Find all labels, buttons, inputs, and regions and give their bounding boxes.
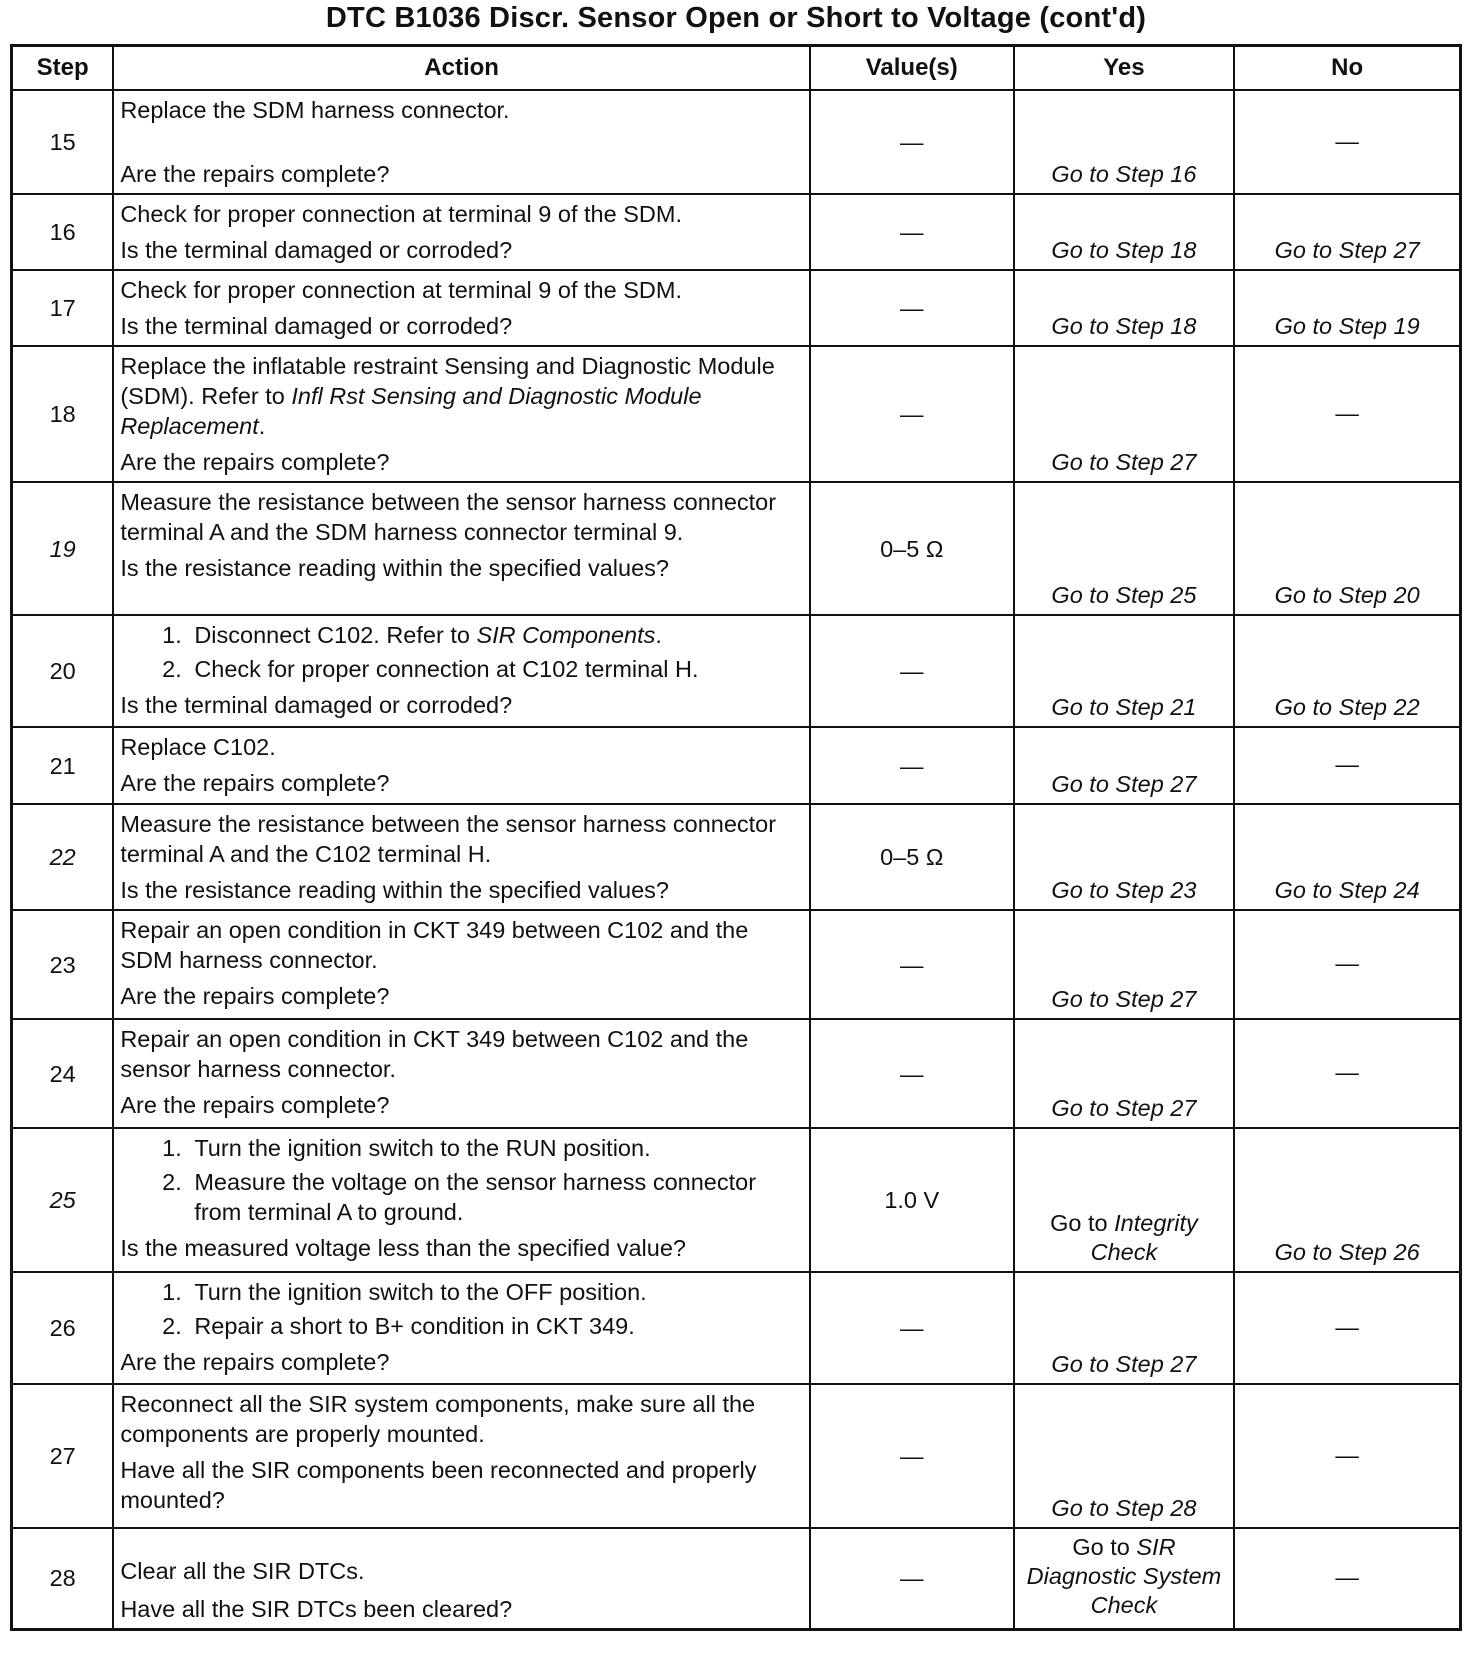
yes-cell: Go to Step 27 [1014, 727, 1235, 804]
action-question: Are the repairs complete? [120, 1092, 390, 1118]
yes-cell: Go to Step 18 [1014, 194, 1235, 270]
step-number: 26 [12, 1272, 114, 1384]
no-cell: — [1234, 1384, 1460, 1528]
action-text-prefix: Replace the inflatable restraint Sensing and Diagnostic Module (SDM). Refer to [120, 353, 775, 409]
action-question: Is the terminal damaged or corroded? [120, 313, 513, 339]
action-cell [113, 1528, 810, 1629]
table-row [12, 804, 1461, 910]
table-row [12, 727, 1461, 804]
list-item: 2. Repair a short to B+ condition in CKT 349. [188, 1311, 803, 1341]
yes-cell: Go to Step 18 [1014, 270, 1235, 346]
yes-cell: Go to Step 27 [1014, 1019, 1235, 1128]
step-number: 23 [12, 910, 114, 1019]
yes-prefix: Go to [1072, 1534, 1137, 1561]
value-cell: — [810, 615, 1014, 727]
yes-cell [1014, 1128, 1235, 1272]
table-row [12, 346, 1461, 482]
yes-cell [1014, 1528, 1235, 1629]
action-question: Is the terminal damaged or corroded? [120, 237, 513, 263]
action-text: Measure the resistance between the sensor harness connector terminal A and the C102 terminal H. [120, 811, 777, 867]
yes-cell: Go to Step 21 [1014, 615, 1235, 727]
no-cell: — [1234, 1272, 1460, 1384]
table-row [12, 194, 1461, 270]
no-cell: — [1234, 727, 1460, 804]
no-cell: Go to Step 24 [1234, 804, 1460, 910]
no-cell: — [1234, 1019, 1460, 1128]
action-steps-list [120, 1277, 803, 1341]
no-cell: Go to Step 27 [1234, 194, 1460, 270]
action-text: Check for proper connection at terminal 9 of the SDM. [120, 201, 682, 227]
value-cell: — [810, 90, 1014, 194]
yes-cell: Go to Step 28 [1014, 1384, 1235, 1528]
value-cell: 0–5 Ω [810, 804, 1014, 910]
value-cell: — [810, 1384, 1014, 1528]
value-cell: — [810, 910, 1014, 1019]
action-text: Repair an open condition in CKT 349 between C102 and the SDM harness connector. [120, 917, 749, 973]
action-question: Have all the SIR components been reconnected and properly mounted? [120, 1457, 757, 1513]
yes-prefix: Go to [1050, 1210, 1115, 1236]
table-row [12, 910, 1461, 1019]
column-header-yes: Yes [1014, 46, 1235, 91]
value-cell: — [810, 194, 1014, 270]
action-question: Are the repairs complete? [120, 449, 390, 475]
action-cell [113, 270, 810, 346]
diagnostic-table [10, 44, 1462, 1631]
action-question: Are the repairs complete? [120, 983, 390, 1009]
step-number: 15 [12, 90, 114, 194]
action-text-suffix: . [258, 413, 266, 439]
action-cell [113, 1384, 810, 1528]
action-text [120, 351, 803, 441]
step-number: 19 [12, 482, 114, 615]
page-title: DTC B1036 Discr. Sensor Open or Short to Voltage (cont'd) [325, 2, 1147, 34]
no-cell: Go to Step 26 [1234, 1128, 1460, 1272]
action-text: Replace the SDM harness connector. [120, 97, 510, 123]
yes-cell: Go to Step 27 [1014, 346, 1235, 482]
table-row [12, 90, 1461, 194]
reference-link[interactable]: SIR Components [476, 622, 656, 648]
action-cell [113, 615, 810, 727]
list-item [188, 620, 803, 650]
list-item: 1. Turn the ignition switch to the OFF position. [188, 1277, 803, 1307]
action-question: Is the measured voltage less than the specified value? [120, 1235, 686, 1261]
column-header-no: No [1234, 46, 1460, 91]
reference-link[interactable]: Integrity Check [1090, 1210, 1198, 1265]
step-number: 17 [12, 270, 114, 346]
step-number: 22 [12, 804, 114, 910]
table-row [12, 1384, 1461, 1528]
action-cell [113, 910, 810, 1019]
table-row [12, 270, 1461, 346]
reference-link[interactable]: Infl Rst Sensing and Diagnostic Module Replacement [120, 383, 702, 439]
list-item-suffix: . [655, 622, 662, 648]
action-text: Check for proper connection at terminal 9 of the SDM. [120, 277, 682, 303]
step-number: 20 [12, 615, 114, 727]
table-header-row [12, 46, 1461, 91]
action-cell [113, 346, 810, 482]
action-text: Repair an open condition in CKT 349 between C102 and the sensor harness connector. [120, 1026, 749, 1082]
yes-cell: Go to Step 23 [1014, 804, 1235, 910]
action-cell [113, 482, 810, 615]
value-cell: — [810, 1528, 1014, 1629]
column-header-step: Step [12, 46, 114, 91]
action-cell [113, 1272, 810, 1384]
table-row [12, 482, 1461, 615]
value-cell: — [810, 346, 1014, 482]
value-cell: — [810, 727, 1014, 804]
value-cell: — [810, 1019, 1014, 1128]
action-text: Reconnect all the SIR system components, make sure all the components are properly mounted. [120, 1391, 756, 1447]
step-number: 27 [12, 1384, 114, 1528]
action-cell [113, 727, 810, 804]
action-text: Clear all the SIR DTCs. [120, 1557, 365, 1584]
action-question: Is the terminal damaged or corroded? [120, 692, 513, 718]
step-number: 25 [12, 1128, 114, 1272]
no-cell: — [1234, 346, 1460, 482]
yes-cell: Go to Step 27 [1014, 910, 1235, 1019]
step-number: 28 [12, 1528, 114, 1629]
action-cell [113, 804, 810, 910]
no-cell: Go to Step 19 [1234, 270, 1460, 346]
action-question: Are the repairs complete? [120, 161, 390, 187]
yes-cell: Go to Step 25 [1014, 482, 1235, 615]
action-question: Is the resistance reading within the specified values? [120, 877, 669, 903]
action-cell [113, 1128, 810, 1272]
table-row [12, 615, 1461, 727]
table-row [12, 1528, 1461, 1629]
action-cell [113, 90, 810, 194]
list-item-prefix: Disconnect C102. Refer to [194, 622, 477, 648]
no-cell: Go to Step 22 [1234, 615, 1460, 727]
action-question: Is the resistance reading within the specified values? [120, 555, 669, 581]
action-steps-list [120, 620, 803, 684]
action-question: Are the repairs complete? [120, 770, 390, 796]
step-number: 24 [12, 1019, 114, 1128]
action-steps-list [120, 1133, 803, 1227]
reference-link[interactable]: SIR Diagnostic System Check [1026, 1534, 1222, 1619]
no-cell: — [1234, 1528, 1460, 1629]
action-text: Replace C102. [120, 734, 276, 760]
action-text: Measure the resistance between the sensor harness connector terminal A and the SDM harness connector terminal 9. [120, 489, 777, 545]
step-number: 18 [12, 346, 114, 482]
value-cell: — [810, 270, 1014, 346]
table-row [12, 1128, 1461, 1272]
step-number: 16 [12, 194, 114, 270]
column-header-values: Value(s) [810, 46, 1014, 91]
list-item: 1. Turn the ignition switch to the RUN position. [188, 1133, 803, 1163]
action-question: Are the repairs complete? [120, 1349, 390, 1375]
value-cell: 0–5 Ω [810, 482, 1014, 615]
table-row [12, 1272, 1461, 1384]
value-cell: — [810, 1272, 1014, 1384]
action-cell [113, 1019, 810, 1128]
list-item: 2. Measure the voltage on the sensor harness connector from terminal A to ground. [188, 1167, 803, 1227]
step-number: 21 [12, 727, 114, 804]
column-header-action: Action [113, 46, 810, 91]
no-cell: — [1234, 910, 1460, 1019]
value-cell: 1.0 V [810, 1128, 1014, 1272]
no-cell: Go to Step 20 [1234, 482, 1460, 615]
action-question: Have all the SIR DTCs been cleared? [120, 1595, 513, 1622]
no-cell: — [1234, 90, 1460, 194]
yes-cell: Go to Step 16 [1014, 90, 1235, 194]
yes-cell: Go to Step 27 [1014, 1272, 1235, 1384]
list-item: 2. Check for proper connection at C102 terminal H. [188, 654, 803, 684]
table-row [12, 1019, 1461, 1128]
action-cell [113, 194, 810, 270]
